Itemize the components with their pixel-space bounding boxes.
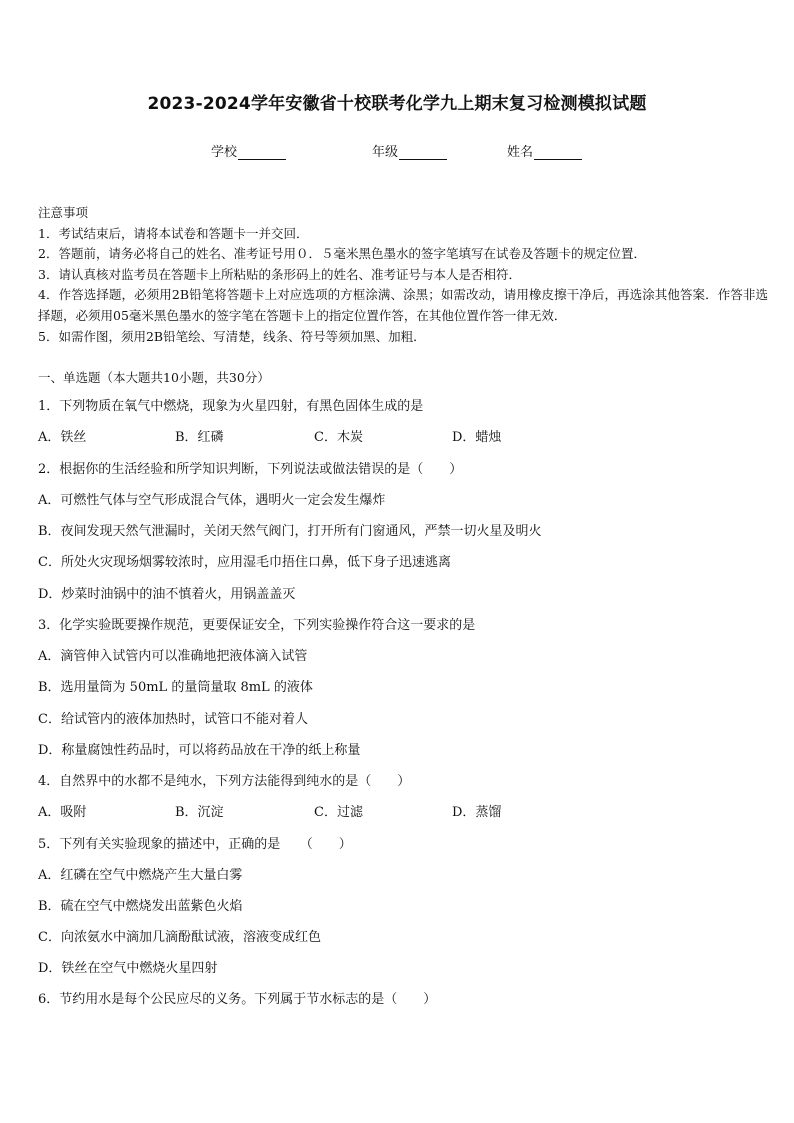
page-title: 2023-2024学年安徽省十校联考化学九上期末复习检测模拟试题: [147, 94, 647, 114]
option-a: A．红磷在空气中燃烧产生大量白雾: [38, 868, 243, 883]
option-a: A．可燃性气体与空气形成混合气体，遇明火一定会发生爆炸: [38, 493, 386, 508]
question-3-stem: 3．化学实验既要操作规范，更要保证安全，下列实验操作符合这一要求的是: [38, 618, 476, 633]
note-item: 5．如需作图，须用2B铅笔绘、写清楚，线条、符号等须加黑、加粗．: [38, 328, 426, 344]
option-d: D．炒菜时油锅中的油不慎着火，用锅盖盖灭: [38, 587, 296, 602]
option-d: D．铁丝在空气中燃烧火星四射: [38, 961, 218, 976]
question-4-options: [38, 801, 738, 821]
name-label: 姓名: [507, 145, 534, 160]
option-c: C．木炭: [314, 430, 363, 445]
option-a: A．铁丝: [38, 430, 87, 445]
option-b: B．沉淀: [175, 805, 224, 820]
option-a: A．滴管伸入试管内可以准确地把液体滴入试管: [38, 649, 308, 664]
question-1-options: [38, 426, 738, 446]
name-blank[interactable]: [534, 146, 582, 160]
question-5-stem: 5．下列有关实验现象的描述中，正确的是 （ ）: [38, 837, 352, 852]
option-b: B．红磷: [175, 430, 224, 445]
option-d: D．蜡烛: [452, 430, 502, 445]
option-c: C．过滤: [314, 805, 363, 820]
option-d: D．蒸馏: [452, 805, 502, 820]
note-item: 4．作答选择题，必须用2B铅笔将答题卡上对应选项的方框涂满、涂黑；如需改动，请用橡皮擦干净后，再选涂其他答案．作答非选择题，必须用05毫米黑色墨水的签字笔在答题卡上的指定位置作答，在其他位置作答一律无效．: [38, 287, 768, 323]
note-item: 1．考试结束后，请将本试卷和答题卡一并交回．: [38, 225, 309, 241]
grade-field: [372, 141, 447, 160]
notes-heading: 注意事项: [38, 205, 89, 220]
question-1-stem: 1．下列物质在氧气中燃烧，现象为火星四射，有黑色固体生成的是: [38, 399, 424, 414]
question-4-stem: 4．自然界中的水都不是纯水，下列方法能得到纯水的是（ ）: [38, 774, 411, 789]
school-field: [211, 141, 286, 160]
name-field: [507, 141, 582, 160]
student-info-row: [0, 141, 794, 161]
option-b: B．硫在空气中燃烧发出蓝紫色火焰: [38, 899, 243, 914]
school-blank[interactable]: [238, 146, 286, 160]
grade-blank[interactable]: [399, 146, 447, 160]
question-6-stem: 6．节约用水是每个公民应尽的义务。下列属于节水标志的是（ ）: [38, 992, 437, 1007]
option-b: B．夜间发现天然气泄漏时，关闭天然气阀门，打开所有门窗通风，严禁一切火星及明火: [38, 524, 542, 539]
notes-block: [38, 203, 768, 347]
question-2-stem: 2．根据你的生活经验和所学知识判断，下列说法或做法错误的是（ ）: [38, 462, 463, 477]
note-item: 3．请认真核对监考员在答题卡上所粘贴的条形码上的姓名、准考证号与本人是否相符．: [38, 266, 521, 282]
option-c: C．给试管内的液体加热时，试管口不能对着人: [38, 712, 308, 727]
grade-label: 年级: [372, 145, 399, 160]
option-b: B．选用量筒为 50mL 的量筒量取 8mL 的液体: [38, 680, 313, 695]
note-item: 2．答题前，请务必将自己的姓名、准考证号用０．５毫米黑色墨水的签字笔填写在试卷及答题卡的规定位置．: [38, 246, 646, 262]
school-label: 学校: [211, 145, 238, 160]
section-heading: 一、单选题（本大题共10小题，共30分）: [38, 370, 270, 385]
option-c: C．向浓氨水中滴加几滴酚酞试液，溶液变成红色: [38, 930, 321, 945]
option-c: C．所处火灾现场烟雾较浓时，应用湿毛巾捂住口鼻，低下身子迅速逃离: [38, 555, 451, 570]
option-d: D．称量腐蚀性药品时，可以将药品放在干净的纸上称量: [38, 743, 361, 758]
option-a: A．吸附: [38, 805, 87, 820]
